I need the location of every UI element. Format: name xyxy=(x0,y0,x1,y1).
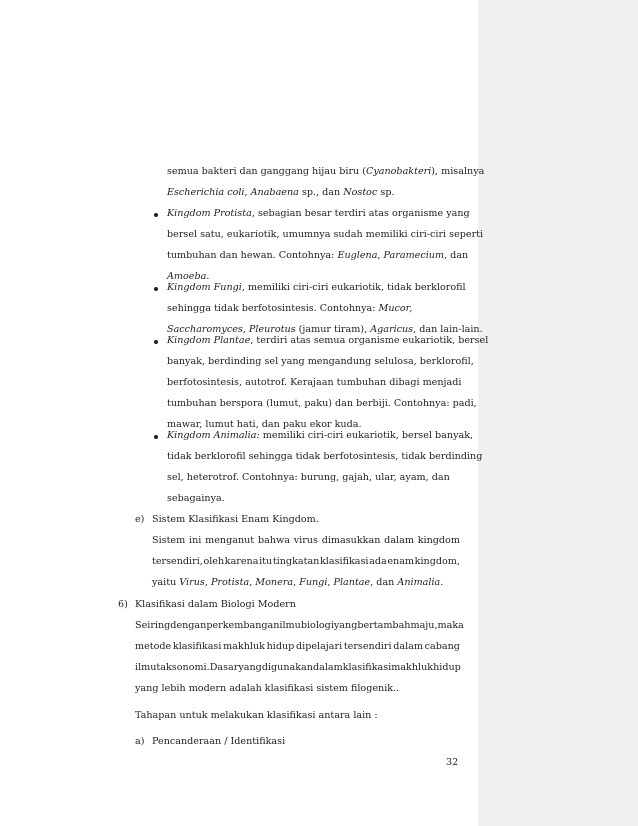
word: taksonomi. xyxy=(156,662,210,673)
word: digunakan xyxy=(261,662,313,673)
word: dimasukkan xyxy=(321,535,381,546)
text-line: yaitu Virus, Protista, Monera, Fungi, Plantae, dan Animalia. xyxy=(152,577,444,588)
text-line: Tahapan untuk melakukan klasifikasi antara lain : xyxy=(135,710,378,721)
word: biologi xyxy=(300,620,334,631)
justified-line xyxy=(135,661,460,674)
justified-line xyxy=(135,640,460,653)
bullet-icon xyxy=(154,287,158,291)
section-heading: Pencanderaan / Identifikasi xyxy=(152,736,286,747)
word: dalam xyxy=(312,662,343,673)
word: maka xyxy=(437,620,464,631)
word: makhluk xyxy=(391,662,434,673)
word: cabang xyxy=(424,641,460,652)
word: dalam xyxy=(384,535,414,546)
word: klasifikasi xyxy=(172,641,222,652)
text-line: sebagainya. xyxy=(167,493,225,504)
text-line: semua bakteri dan ganggang hijau biru (Cyanobakteri), misalnya xyxy=(167,166,485,177)
section-heading: Klasifikasi dalam Biologi Modern xyxy=(135,599,296,610)
text-line: Kingdom Fungi, memiliki ciri-ciri eukariotik, tidak berklorofil xyxy=(167,282,466,293)
word: ini xyxy=(189,535,202,546)
text-line: Escherichia coli, Anabaena sp., dan Nostoc sp. xyxy=(167,187,395,198)
word: dengan xyxy=(170,620,207,631)
word: perkembangan xyxy=(206,620,280,631)
justified-line xyxy=(152,534,460,547)
word: yang xyxy=(333,620,358,631)
word: metode xyxy=(135,641,172,652)
word: klasifikasi xyxy=(319,556,369,567)
justified-line xyxy=(152,555,460,568)
text-line: mawar, lumut hati, dan paku ekor kuda. xyxy=(167,419,362,430)
word: ada xyxy=(369,556,387,567)
word: karena xyxy=(224,556,259,567)
text-line: tidak berklorofil sehingga tidak berfotosintesis, tidak berdinding xyxy=(167,451,483,462)
text-line: bersel satu, eukariotik, umumnya sudah memiliki ciri-ciri seperti xyxy=(167,229,484,240)
bullet-icon xyxy=(154,213,158,217)
justified-line xyxy=(135,619,464,632)
word: ilmu xyxy=(135,662,157,673)
word: dipelajari xyxy=(295,641,343,652)
section-heading: Sistem Klasifikasi Enam Kingdom. xyxy=(152,514,319,525)
word: yang xyxy=(238,662,262,673)
text-line: sehingga tidak berfotosintesis. Contohnya: Mucor, xyxy=(167,303,413,314)
list-marker: 6) xyxy=(118,599,128,610)
word: kingdom xyxy=(417,535,460,546)
word: dalam xyxy=(393,641,423,652)
text-line: tumbuhan berspora (lumut, paku) dan berbiji. Contohnya: padi, xyxy=(167,398,477,409)
text-line: yang lebih modern adalah klasifikasi sistem filogenik.. xyxy=(135,683,400,694)
word: maju, xyxy=(410,620,438,631)
word: tersendiri xyxy=(343,641,392,652)
word: tingkatan xyxy=(272,556,320,567)
text-line: Amoeba. xyxy=(167,271,210,282)
word: menganut xyxy=(205,535,255,546)
word: ilmu xyxy=(279,620,301,631)
word: bertambah xyxy=(357,620,411,631)
bullet-icon xyxy=(154,340,158,344)
word: makhluk xyxy=(223,641,265,652)
word: kingdom, xyxy=(414,556,460,567)
list-marker: e) xyxy=(135,514,145,525)
text-line: tumbuhan dan hewan. Contohnya: Euglena, Paramecium, dan xyxy=(167,250,469,261)
text-line: Kingdom Protista, sebagian besar terdiri atas organisme yang xyxy=(167,208,470,219)
word: tersendiri, xyxy=(152,556,203,567)
text-line: Kingdom Plantae, terdiri atas semua organisme eukariotik, bersel xyxy=(167,335,489,346)
word: bahwa xyxy=(257,535,290,546)
bullet-icon xyxy=(154,435,158,439)
word: hidup xyxy=(266,641,295,652)
text-line: Saccharomyces, Pleurotus (jamur tiram), Agaricus, dan lain-lain. xyxy=(167,324,483,335)
text-line: sel, heterotrof. Contohnya: burung, gajah, ular, ayam, dan xyxy=(167,472,450,483)
comment-margin-panel xyxy=(478,0,638,826)
word: Seiring xyxy=(135,620,171,631)
word: Sistem xyxy=(152,535,186,546)
word: hidup xyxy=(433,662,461,673)
word: Dasar xyxy=(209,662,239,673)
text-line: banyak, berdinding sel yang mengandung selulosa, berklorofil, xyxy=(167,356,474,367)
page-number: 32 xyxy=(446,757,459,768)
word: oleh xyxy=(203,556,225,567)
text-line: berfotosintesis, autotrof. Kerajaan tumbuhan dibagi menjadi xyxy=(167,377,462,388)
word: klasifikasi xyxy=(342,662,392,673)
word: itu xyxy=(259,556,273,567)
text-line: Kingdom Animalia: memiliki ciri-ciri eukariotik, bersel banyak, xyxy=(167,430,474,441)
word: virus xyxy=(293,535,318,546)
list-marker: a) xyxy=(135,736,145,747)
word: enam xyxy=(387,556,415,567)
